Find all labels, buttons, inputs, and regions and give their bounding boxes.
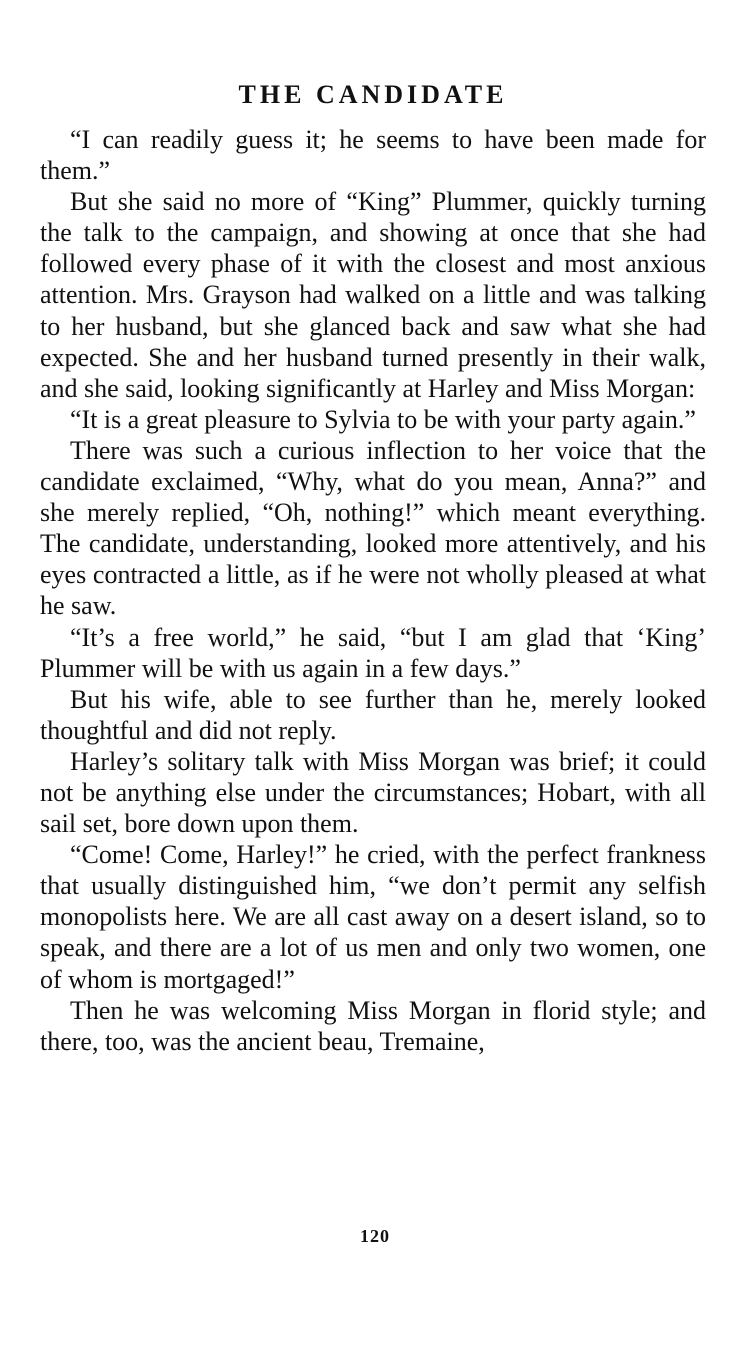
- body-text: [40, 124, 706, 1057]
- paragraph: “Come! Come, Harley!” he cried, with the perfect frankness that usually distinguished him, “we don’t permit any selfish monopolists here. We are all cast away on a desert island, so to speak, and there are a lot of us men and only two women, one of whom is mortgaged!”: [40, 840, 706, 994]
- paragraph: Then he was welcoming Miss Morgan in florid style; and there, too, was the ancient beau, Tremaine,: [40, 995, 706, 1056]
- paragraph: “It is a great pleasure to Sylvia to be with your party again.”: [70, 404, 696, 434]
- page-number: 120: [360, 1226, 390, 1246]
- paragraph: Harley’s solitary talk with Miss Morgan was brief; it could not be anything else under the circumstances; Hobart, with all sail set, bore down upon them.: [40, 746, 706, 839]
- paragraph: There was such a curious inflection to her voice that the candidate exclaimed, “Why, what do you mean, Anna?” and she merely replied, “Oh, nothing!” which meant everything. The candidate, understanding, looked more attentively, and his eyes contracted a little, as if he were not wholly pleased at what he saw.: [40, 435, 706, 621]
- running-head: THE CANDIDATE: [238, 80, 508, 109]
- paragraph: But his wife, able to see further than he, merely looked thoughtful and did not reply.: [40, 684, 706, 745]
- paragraph: “I can readily guess it; he seems to have been made for them.”: [40, 125, 706, 186]
- paragraph: But she said no more of “King” Plummer, quickly turning the talk to the campaign, and showing at once that she had followed every phase of it with the closest and most anxious attention. Mrs. Grayson had walked on a little and was talking to her husband, but she glanced back and saw what she had expected. She and her husband turned presently in their walk, and she said, looking significantly at Harley and Miss Morgan:: [40, 187, 706, 403]
- book-page: [40, 78, 706, 1057]
- paragraph: “It’s a free world,” he said, “but I am glad that ‘King’ Plummer will be with us again in a few days.”: [40, 622, 706, 683]
